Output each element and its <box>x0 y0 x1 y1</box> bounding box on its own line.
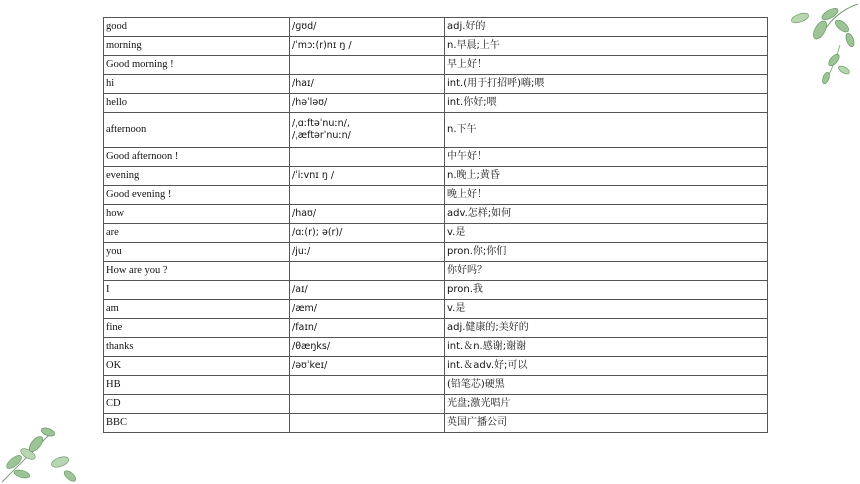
table-row <box>104 18 768 37</box>
word-cell: good <box>104 18 290 37</box>
meaning-cell: int.你好;喂 <box>445 94 768 113</box>
meaning-cell: int.(用于打招呼)嗨;喂 <box>445 75 768 94</box>
pronunciation-cell <box>290 148 445 167</box>
vocabulary-table-body <box>104 18 768 433</box>
meaning-cell: adv.怎样;如何 <box>445 205 768 224</box>
meaning-cell: pron.我 <box>445 281 768 300</box>
pronunciation-cell: /æm/ <box>290 300 445 319</box>
table-row <box>104 414 768 433</box>
table-row <box>104 357 768 376</box>
word-cell: thanks <box>104 338 290 357</box>
table-row <box>104 94 768 113</box>
meaning-cell: v.是 <box>445 224 768 243</box>
pronunciation-cell: /ˌɑːftəˈnuːn/, /ˌæftərˈnuːn/ <box>290 113 445 148</box>
table-row <box>104 56 768 75</box>
pronunciation-cell <box>290 376 445 395</box>
meaning-cell: 中午好！ <box>445 148 768 167</box>
table-row <box>104 167 768 186</box>
pronunciation-cell: /ˈiːvnɪ ŋ / <box>290 167 445 186</box>
table-row <box>104 243 768 262</box>
table-row <box>104 205 768 224</box>
table-row <box>104 300 768 319</box>
pronunciation-cell: /əʊˈkeɪ/ <box>290 357 445 376</box>
meaning-cell: pron.你;你们 <box>445 243 768 262</box>
table-row <box>104 224 768 243</box>
table-row <box>104 75 768 94</box>
word-cell: morning <box>104 37 290 56</box>
word-cell: afternoon <box>104 113 290 148</box>
word-cell: CD <box>104 395 290 414</box>
vocabulary-table <box>103 17 768 433</box>
pronunciation-cell <box>290 395 445 414</box>
meaning-cell: 你好吗？ <box>445 262 768 281</box>
pronunciation-cell: /faɪn/ <box>290 319 445 338</box>
meaning-cell: 光盘;激光唱片 <box>445 395 768 414</box>
word-cell: evening <box>104 167 290 186</box>
meaning-cell: n.早晨;上午 <box>445 37 768 56</box>
pronunciation-cell: /ɑː(r); ə(r)/ <box>290 224 445 243</box>
pronunciation-cell <box>290 56 445 75</box>
word-cell: OK <box>104 357 290 376</box>
meaning-cell: 英国广播公司 <box>445 414 768 433</box>
table-row <box>104 319 768 338</box>
word-cell: BBC <box>104 414 290 433</box>
table-row <box>104 376 768 395</box>
word-cell: am <box>104 300 290 319</box>
table-row <box>104 113 768 148</box>
pronunciation-cell: /ɡʊd/ <box>290 18 445 37</box>
table-row <box>104 37 768 56</box>
table-row <box>104 338 768 357</box>
table-row <box>104 186 768 205</box>
pronunciation-cell <box>290 262 445 281</box>
word-cell: hi <box>104 75 290 94</box>
pronunciation-cell: /haɪ/ <box>290 75 445 94</box>
pronunciation-cell: /ˈmɔː(r)nɪ ŋ / <box>290 37 445 56</box>
meaning-cell: n.晚上;黄昏 <box>445 167 768 186</box>
meaning-cell: int.＆n.感谢;谢谢 <box>445 338 768 357</box>
word-cell: I <box>104 281 290 300</box>
word-cell: you <box>104 243 290 262</box>
word-cell: HB <box>104 376 290 395</box>
word-cell: how <box>104 205 290 224</box>
meaning-cell: v.是 <box>445 300 768 319</box>
word-cell: Good morning ! <box>104 56 290 75</box>
pronunciation-cell <box>290 414 445 433</box>
pronunciation-cell: /aɪ/ <box>290 281 445 300</box>
leaf-branch-icon <box>770 0 860 95</box>
word-cell: fine <box>104 319 290 338</box>
table-row <box>104 262 768 281</box>
table-row <box>104 395 768 414</box>
meaning-cell: adj.健康的;美好的 <box>445 319 768 338</box>
pronunciation-cell: /həˈləʊ/ <box>290 94 445 113</box>
pronunciation-cell: /θæŋks/ <box>290 338 445 357</box>
leaf-branch-icon <box>0 404 85 484</box>
meaning-cell: n.下午 <box>445 113 768 148</box>
pronunciation-cell <box>290 186 445 205</box>
word-cell: How are you ? <box>104 262 290 281</box>
word-cell: are <box>104 224 290 243</box>
pronunciation-cell: /juː/ <box>290 243 445 262</box>
table-row <box>104 281 768 300</box>
word-cell: Good afternoon ! <box>104 148 290 167</box>
pronunciation-cell: /haʊ/ <box>290 205 445 224</box>
meaning-cell: adj.好的 <box>445 18 768 37</box>
word-cell: hello <box>104 94 290 113</box>
meaning-cell: (铅笔芯)硬黑 <box>445 376 768 395</box>
meaning-cell: int.＆adv.好;可以 <box>445 357 768 376</box>
table-row <box>104 148 768 167</box>
word-cell: Good evening ! <box>104 186 290 205</box>
meaning-cell: 晚上好！ <box>445 186 768 205</box>
meaning-cell: 早上好！ <box>445 56 768 75</box>
